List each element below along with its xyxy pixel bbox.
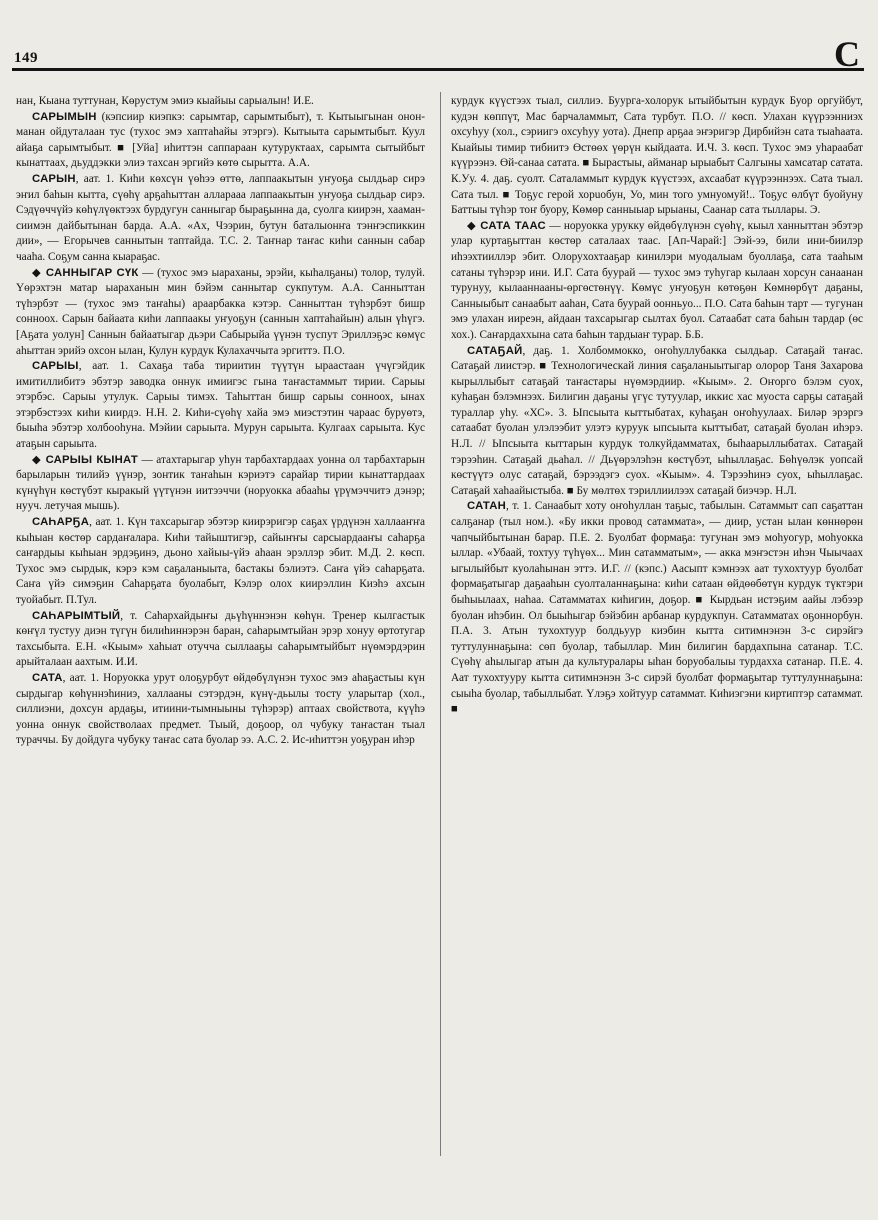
entry-text: — (тухос эмэ ыараханы, эрэйи, кыһалҕаны) толор, тулуй. Үөрэхтэн матар ыараханын мин бэйэм саннытар сукпутум. А.А. Санныттан түһэрбэт — (тухос эмэ таҥаһы) араарбакка кэтэр. Санныттан түһэрбэт бишр сонноох. Сарын байаата киһи лаппаакы уҥуоҕун (саннын хаптаһайын) алын үһүгэ. [Аҕата уолун] Саннын байаатыгар дьэри Сабырыйа үүнэн туспут Эриллэҕэс көмүс аһыттан эрийэ охсон ылан, Кулун курдук Кулахаччыта эргиттэ. П.О. <box>16 266 425 357</box>
entry-headword: САТАҔАЙ <box>467 344 523 357</box>
section-letter: С <box>834 34 860 74</box>
dictionary-entry: САРЫН, аат. 1. Киһи көхсүн үөһээ өттө, лаппаакытын уҥуоҕа сылдьар сирэ эҥил баһын кытта, сүөһү арҕаһыттан алларааа лаппаакытын уҥуоҕа сылдьар сирэ. Сэдүөччүйэ көһүлүөктээх бурдугун санныгар быраҕынна да, суолга киирэн, хааман-сиимэн дайбытынан барда. А.А. «Ах, Чээрин, бутун баталыонҥа тэнҥэспиккин дии», — Егорычев саннытын таптайда. Т.С. 2. Таҥнар таҥас киһи саннын сабар чааһа. Соҕум санна кыараҕас. <box>16 172 425 263</box>
phrase-entry <box>16 266 425 360</box>
entry-text: аат. 1. Сахаҕа таба тириитин түүтүн ыраастаан үчүгэйдик имитиллибитэ эбэтэр заводка оннук имиигэс гына таҥастаммыт тирии. Сарыы этэрбэс. Сарыы утулук. Сарыы тимэх. Таһыттан бишр сарыы сонноох, ынах этэрбэстээх киһи киирдэ. Н.Н. 2. Киһи-сүөһү хайа эмэ миэстэтин чараас буруөтэ, быыһа эбэтэр холбооһуна. Мэйии сарыыта. Мурун сарыыта. Кулгаах сарыыта. Кус атаҕын сарыыта. <box>16 360 425 451</box>
dictionary-entry <box>16 110 425 172</box>
dictionary-entry: САТАҔАЙ, даҕ. 1. Холбоммокко, оҥоһуллубакка сылдьар. Сатаҕай таҥас. Сатаҕай лиистэр. ■ Технологическай линия саҕаланыытыгар олорор Таня Захарова кырыллыбыт сатаҕай таҥастары нүөмэрдиир. «Кыым». 2. Оҥоргo бэлэм суох, куһаҕан бэлэмнээх. Билигин даҕаны үгүс тутуулар, иккис хас муоста сарҕы сатаҕай тураллар уһу. «ХС». 3. Ыпсыыта кыттыбатах, куһаҕан оҥоһуулаах. Биләр эрэргэ сатаабат буолан улэлээбит улэтэ куруук ыпсыыта кыттыбат, сатаҕай буолан иһэрэ. Н.Л. // Ыпсыыта кыттарын курдук толкуйдамматах, быһаарыллыбатах. Сатаҕай тэрээһин. Сатаҕай дьаһал. // Дьүөрэлэһэн көстүбэт, ыһыллаҕас. Бөһүөлэк уопсай көстүүтэ олус сатаҕай, бэрээдэгэ суох. «Кыым». 4. Тэрээһинэ суох, ыһыллаҕас. Сатаҕай хаһаайыстыба. ■ Бу мөлтөх тэриллиилээх сатаҕай биэчэр. Н.Л. <box>451 344 864 497</box>
entry-continuation <box>16 94 425 110</box>
entry-headword: САТА <box>32 671 63 684</box>
entry-headword: САРЫН <box>32 172 76 185</box>
left-column <box>16 94 425 749</box>
phrase-entry <box>451 219 863 344</box>
entry-text: даҕ. 1. Холбоммокко, оҥоһуллубакка сылдьар. Сатаҕай таҥас. Сатаҕай лиистэр. ■ Технологическай линия саҕаланыытыгар олорор Таня Захарова кырыллыбыт сатаҕай таҥастары нүөмэрдиир. «Кыым». 2. Оҥоргo бэлэм суох, куһаҕан бэлэмнээх. Билигин даҕаны үгүс тутуулар, иккис хас муоста сарҕы сатаҕай тураллар уһу. «ХС». 3. Ыпсыыта кыттыбатах, куһаҕан оҥоһуулаах. Биләр эрэргэ сатаабат буолан улэлээбит улэтэ куруук ыпсыыта кыттыбат, сатаҕай буолан иһэрэ. Н.Л. // Ыпсыыта кыттарын курдук толкуйдамматах, быһаарыллыбатах. Сатаҕай тэрээһин. Сатаҕай дьаһал. // Дьүөрэлэһэн көстүбэт, ыһыллаҕас. Бөһүөлэк уопсай көстүүтэ олус сатаҕай, бэрээдэгэ суох. «Кыым». 4. Тэрээһинэ суох, ыһыллаҕас. Сатаҕай хаһаайыстыба. ■ Бу мөлтөх тэриллиилээх сатаҕай биэчэр. Н.Л. <box>451 344 864 497</box>
entry-text: нан, Кыана туттунан, Көрустум эмиэ кыайыы сарыалын! И.Е. <box>16 95 314 107</box>
entry-text: (кэпсиир киэпкэ: сарымтар, сарымтыбыт), т. Кытыыгынан онон-манан ойдуталаан тус (тухос эмэ хаптаһайы этэргэ). Кытыыта сарымтыбыт. Куул айаҕа сарымтыбыт. ■ [Уйа] иһиттэн саппараан кутуруктаах, сарымта сытыйбыт кынаттаах, дьуддэкки элиэ тахсан эргийэ көтө сырытта. А.А. <box>16 110 426 170</box>
entry-headword: ◆ САТА ТААС <box>467 219 546 232</box>
dictionary-entry: САТАН, т. 1. Санаабыт хоту оҥоһуллан таҕыс, табылын. Сатаммыт сап саҕаттан салҕанар (тыл ном.). «Бу икки провод сатаммата», — диир, устан ылан көннөрөн чапчыйбытынан барар. П.Е. 2. Буолбат формаҕа: тугунан эмэ моһуогур, моһуокка ыллар. «Убаай, тохтуу түһүөх... Мин сатамматым», — акка мэҥэстэн иһэн Чыычаах ыгылыйбыт куолаһынан эттэ. И.Г. // (кэпс.) Аасыпт кэмнээх аат тухохтуур буолбат формаҕатыгар даҕааһын суолталаннаҕына: киһи сатаан өйдөөбөтүн курдук түктэри быһыылаах, наһаа. Сатамматах киһигин, доҕор. ■ Кырдьан истэҕим аайы лэбээр буолан иһэбин. Ол быыһыгар бэйэбин арбанар курдукпун. Сатамматах оҕоннорбун. П.А. 3. Атын тухохтуур болдьуур киэбин кытта ситимнэнэн 3-с сирэйгэ туттулуннаҕына: сөп буолар, табыллар. Мин билигин бардахпына сатанар. Т.С. Сүөһү аһылыгар атын да культуралары ыһан боруобалыы турдахха сатанар. П.Е. 4. Аат тухохтууру кытта ситимнэнэн 3-с сирэй буолбат формаҕытар туттулуннаҕына: сыыһа буолар, табыллыбат. Үлэҕэ хойтуур сатаммат. Киһиэгэни киртиптэр сатаммат. ■ <box>451 500 863 716</box>
entry-text: курдук күүстээх тыал, силлиэ. Буургa-холорук ытыйбытын курдук Буор оргуйбут, кудэн көппүт, Мас барчаламмыт, Сата турбут. П.О. // көсп. Улахан күүрээнниэх охсуһуу (хол., сэриигэ охсуһуу уота). Днепр арҕаа эҥэригэр Дирбийэн сата тыаһаата. Кыайыы тимир тибиитэ Өстөөх үөрүн кыйдаата. И.Ч. 3. көсп. Тухос эмэ уһараабат күүрээнэ. Өй-санаа сатата. ■ Быраcтыы, айманар ырыабыт Салгыны хамсатар сатата. К.Уу. 4. даҕ. суолт. Саталаммыт курдук күүстээх, ахсаабат күүрээннээх. Сата тыал. Сата тыл. ■ Тоҕус герой хорuобун, Уо, мин того умнуомуй!.. Тоҕус өлбүт буойуну Баттыы түһэр тоҥ буору, Көмөр санныыар ырыаны, Саанар сата тыллары. Э. <box>451 95 863 217</box>
entry-headword: ◆ САННЫГАР СҮК <box>32 266 139 279</box>
column-divider <box>440 92 441 1156</box>
right-column <box>451 94 863 718</box>
entry-text: т. Саһархайдыҥы дьүһүннэнэн көһүн. Тренер кылгастык көҥүл тустуу диэн түгүн билиһиннэрэн баран, саһарымтыйан эрэр хонуу өртотугар тахсыбыта. Е.Н. «Кыым» хаһыат отучча сыллааҕы саһарымтыйбыт нүөмэрдэрин арыйталаан аахтым. И.И. <box>16 609 425 669</box>
entry-text: — атахтарыгар уһун тарбахтардаах уонна ол тарбахтарын барыларын тилийэ үүнэр, зонтик таҥаһын кэриэтэ сарайар тирии кынаттардаах күнүһүн көстүбэт кыракый үүтүнэн иитээччи (норуокка абааһы үрүмэччитэ дэнэр; нууч. летучая мышь). <box>16 453 425 513</box>
entry-text: т. 1. Санаабыт хоту оҥоһуллан таҕыс, табылын. Сатаммыт сап саҕаттан салҕанар (тыл ном.). «Бу икки провод сатаммата», — диир, устан ылан көннөрөн чапчыйбытынан барар. П.Е. 2. Буолбат формаҕа: тугунан эмэ моһуогур, моһуокка ыллар. «Убаай, тохтуу түһүөх... Мин сатамматым», — акка мэҥэстэн иһэн Чыычаах ыгылыйбыт куолаһынан эттэ. И.Г. // (кэпс.) Аасыпт кэмнээх аат тухохтуур буолбат формаҕатыгар даҕааһын суолталаннаҕына: киһи сатаан өйдөөбөтүн курдук түктэри быһыылаах, наһаа. Сатамматах киһигин, доҕор. ■ Кырдьан истэҕим аайы лэбээр буолан иһэбин. Ол быыһыгар бэйэбин арбанар курдукпун. Сатамматах оҕоннорбун. П.А. 3. Атын тухохтуур болдьуур киэбин кытта ситимнэнэн 3-с сирэйгэ туттулуннаҕына: сөп буолар, табыллар. Мин билигин бардахпына сатанар. Т.С. Сүөһү аһылыгар атын да культуралары ыһан боруобалыы турдахха сатанар. П.Е. 4. Аат тухохтууру кытта ситимнэнэн 3-с сирэй буолбат формаҕытар туттулуннаҕына: сыыһа буолар, табыллыбат. Үлэҕэ хойтуур сатаммат. Киһиэгэни киртиптэр сатаммат. ■ <box>451 500 863 716</box>
dictionary-entry: САТА, аат. 1. Норуокка урут олоҕурбут өйдөбүлүнэн тухос эмэ аһаҕастыы күн сырдыгар көһүннэһиниэ, халлааны сэтэрдэн, күнү-дьылы тосту уларытар (хол., силлиэни, дохсун ардаҕы, итиини-тымныыны түһэрэр) аптаах свойствота, күүһэ уонна оннук свойстволаах предмет. Тыый, доҕоор, ол чубуку таҥастан тыал тураччы. Бу дойдуга чубуку таҥас сата буолар ээ. А.С. 2. Ис-иһиттэн уоҕуран иһэр <box>16 671 425 747</box>
entry-text: аат. 1. Күн тахсарыгар эбэтэр киирэригэр саҕах үрдүнэн халлааҥҥа кыһыан көстөр сардаҥалара. Киһи тайыштигэр, сайыҥҥы сарсыардааҥы саһарҕа саҥардыы кыһыан эрдэҕинэ, дьоно хайыы-үйэ аһаан эрэллэр эбит. М.Д. 2. көсп. Тухос эмэ сырдык, кэрэ кэм саҕаланыыта, бастакы бэлиэтэ. Саҥа үйэ саһарҕата. Саҥа үйэ симэҕин Саһарҕата буолабыт, Кэлэр олох киирэллин Киэһэ ахсын туойабыт. П.Тул. <box>16 516 425 606</box>
dictionary-entry: САҺАРҔА, аат. 1. Күн тахсарыгар эбэтэр киирэригэр саҕах үрдүнэн халлааҥҥа кыһыан көстөр сардаҥалара. Киһи тайыштигэр, сайыҥҥы сарсыардааҥы саһарҕа саҥардыы кыһыан эрдэҕинэ, дьоно хайыы-үйэ аһаан эрэллэр эбит. М.Д. 2. көсп. Тухос эмэ сырдык, кэрэ кэм саҕаланыыта, бастакы бэлиэтэ. Саҥа үйэ саһарҕата. Саҥа үйэ симэҕин Саһарҕата буолабыт, Кэлэр олох киирэллин Киэһэ ахсын туойабыт. П.Тул. <box>16 516 425 606</box>
entry-continuation <box>451 94 863 219</box>
entry-text: аат. 1. Норуокка урут олоҕурбут өйдөбүлүнэн тухос эмэ аһаҕастыы күн сырдыгар көһүннэһиниэ, халлааны сэтэрдэн, күнү-дьылы тосту уларытар (хол., силлиэни, дохсун ардаҕы, итиини-тымныыны түһэрэр) аптаах свойствота, күүһэ уонна оннук свойстволаах предмет. Тыый, доҕоор, ол чубуку таҥастан тыал тураччы. Бу дойдуга чубуку таҥас сата буолар ээ. А.С. 2. Ис-иһиттэн уоҕуран иһэр <box>16 671 425 747</box>
entry-headword: ◆ САРЫЫ КЫНАТ <box>32 453 138 466</box>
page-number: 149 <box>14 50 38 66</box>
entry-headword: САҺАРЫМТЫЙ <box>32 609 121 622</box>
entry-headword: САРЫМЫН <box>32 110 97 123</box>
dictionary-entry: САҺАРЫМТЫЙ, т. Саһархайдыҥы дьүһүннэнэн көһүн. Тренер кылгастык көҥүл тустуу диэн түгүн билиһиннэрэн баран, саһарымтыйан эрэр хонуу өртотугар тахсыбыта. Е.Н. «Кыым» хаһыат отучча сыллааҕы саһарымтыйбыт нүөмэрдэрин арыйталаан аахтым. И.И. <box>16 609 425 669</box>
header-rule <box>12 68 864 71</box>
entry-headword: САТАН <box>467 500 506 513</box>
dictionary-entry: САРЫЫ, аат. 1. Сахаҕа таба тириитин түүтүн ыраастаан үчүгэйдик имитиллибитэ эбэтэр заводка оннук имиигэс гына таҥастаммыт тирии. Сарыы этэрбэс. Сарыы утулук. Сарыы тимэх. Таһыттан бишр сарыы сонноох, ынах этэрбэстээх киһи киирдэ. Н.Н. 2. Киһи-сүөһү хайа эмэ миэстэтин чараас буруөтэ, быыһа эбэтэр холбооһуна. Мэйии сарыыта. Мурун сарыыта. Кулгаах сарыыта. Кус атаҕын сарыыта. <box>16 360 425 451</box>
phrase-entry <box>16 453 425 515</box>
entry-headword: САҺАРҔА <box>32 516 90 529</box>
entry-text: — норуокка урукку өйдөбүлүнэн сүөһү, кыыл ханныттан эбэтэр улар куртаҕыттан көстөр саталаах таас. [Ап-Чарай:] Ээй-ээ, били ини-биилэр иһээхтииллэр эбит. Олорухохтааҕар кинилэри муодалыам буоллаҕа, сата тааһым сатаны түһэрэр ини. И.Г. Сата буурай — тухос эмэ туһугар кылаан хорсун санаанан турунуу, кылааннааны-өргөстөнүү. Көмүс уҥуоҕун көтөҕөн Көмнөрбүт даҕаны, Санныыбыт санаабыт ааһан, Сата буурай оонньуо... П.О. Сата баһын тарт — тугунан эмэ улахан ииреэн, айдаан тахсарыгар сылтах буол. Сатаабат сата баһын тардар (өс хох.). Саҥардаххына сата баһын тардыаҥ турар. Б.Б. <box>451 219 864 341</box>
entry-text: аат. 1. Киһи көхсүн үөһээ өттө, лаппаакытын уҥуоҕа сылдьар сирэ эҥил баһын кытта, сүөһү арҕаһыттан алларааа лаппаакытын уҥуоҕа сылдьар сирэ. Сэдүөччүйэ көһүлүөктээх бурдугун санныгар быраҕынна да, суолга киирэн, хааман-сиимэн дайбытынан барда. А.А. «Ах, Чээрин, бутун баталыонҥа тэнҥэспиккин дии», — Егорычев саннытын таптайда. Т.С. 2. Таҥнар таҥас киһи саннын сабар чааһа. Соҕум санна кыараҕас. <box>16 172 425 263</box>
entry-headword: САРЫЫ <box>32 360 79 373</box>
